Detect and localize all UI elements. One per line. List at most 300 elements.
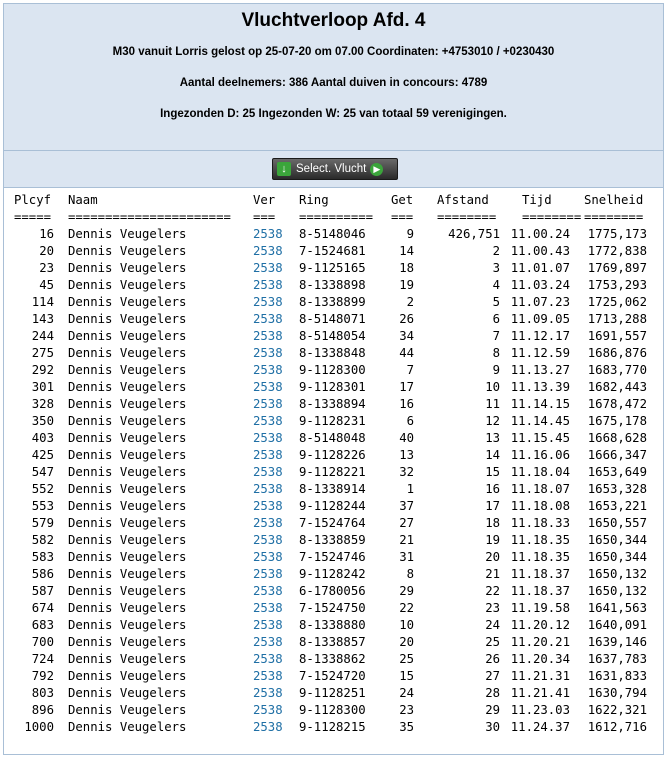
cell-afstand: 10	[485, 380, 500, 394]
cell-ring: 8-5148054	[299, 329, 366, 343]
cell-ring: 8-5148071	[299, 312, 366, 326]
cell-get: 14	[399, 244, 414, 258]
cell-afstand: 20	[485, 550, 500, 564]
cell-ring: 8-1338859	[299, 533, 366, 547]
cell-plcyf: 700	[31, 635, 54, 649]
table-row	[4, 294, 663, 311]
cell-get: 15	[399, 669, 414, 683]
page-title: Vluchtverloop Afd. 4	[241, 10, 426, 31]
table-row	[4, 413, 663, 430]
cell-ring: 7-1524720	[299, 669, 366, 683]
cell-tijd: 11.12.59	[510, 346, 570, 360]
cell-plcyf: 896	[31, 703, 54, 717]
cell-get: 25	[399, 652, 414, 666]
cell-get: 40	[399, 431, 414, 445]
cell-afstand: 21	[485, 567, 500, 581]
cell-ver-link[interactable]: 2538	[253, 618, 283, 632]
table-row	[4, 379, 663, 396]
table-row	[4, 532, 663, 549]
cell-ring: 8-1338848	[299, 346, 366, 360]
table-row	[4, 634, 663, 651]
table-row	[4, 328, 663, 345]
cell-snelheid: 1639,146	[587, 635, 647, 649]
cell-snelheid: 1653,649	[587, 465, 647, 479]
cell-get: 21	[399, 533, 414, 547]
cell-get: 18	[399, 261, 414, 275]
cell-snelheid: 1637,783	[587, 652, 647, 666]
cell-afstand: 25	[485, 635, 500, 649]
cell-tijd: 11.12.17	[510, 329, 570, 343]
cell-ver-link[interactable]: 2538	[253, 686, 283, 700]
col-header-ring: Ring	[299, 193, 329, 207]
cell-tijd: 11.21.41	[510, 686, 570, 700]
cell-get: 29	[399, 584, 414, 598]
cell-ring: 7-1524764	[299, 516, 366, 530]
cell-naam: Dennis Veugelers	[68, 278, 187, 292]
cell-naam: Dennis Veugelers	[68, 686, 187, 700]
cell-snelheid: 1725,062	[587, 295, 647, 309]
col-header-ver: Ver	[253, 193, 276, 207]
cell-ver-link[interactable]: 2538	[253, 278, 283, 292]
cell-tijd: 11.18.33	[510, 516, 570, 530]
cell-afstand: 4	[492, 278, 500, 292]
cell-get: 16	[399, 397, 414, 411]
table-row	[4, 498, 663, 515]
cell-ver-link[interactable]: 2538	[253, 720, 283, 734]
cell-snelheid: 1631,833	[587, 669, 647, 683]
flight-header	[4, 4, 663, 151]
cell-tijd: 11.00.24	[510, 227, 570, 241]
cell-ver-link[interactable]: 2538	[253, 499, 283, 513]
cell-afstand: 8	[492, 346, 500, 360]
cell-naam: Dennis Veugelers	[68, 397, 187, 411]
cell-plcyf: 674	[31, 601, 54, 615]
cell-ver-link[interactable]: 2538	[253, 329, 283, 343]
cell-plcyf: 45	[39, 278, 54, 292]
cell-tijd: 11.15.45	[510, 431, 570, 445]
cell-naam: Dennis Veugelers	[68, 482, 187, 496]
cell-get: 1	[406, 482, 414, 496]
cell-ring: 9-1128221	[299, 465, 366, 479]
cell-ring: 8-1338880	[299, 618, 366, 632]
cell-tijd: 11.19.58	[510, 601, 570, 615]
cell-snelheid: 1772,838	[587, 244, 647, 258]
cell-plcyf: 586	[31, 567, 54, 581]
col-header-afstand: Afstand	[437, 193, 489, 207]
cell-naam: Dennis Veugelers	[68, 448, 187, 462]
cell-snelheid: 1753,293	[587, 278, 647, 292]
table-row	[4, 600, 663, 617]
cell-afstand: 19	[485, 533, 500, 547]
cell-ring: 8-1338914	[299, 482, 366, 496]
cell-afstand: 11	[485, 397, 500, 411]
col-header-snelheid: Snelheid	[584, 193, 644, 207]
cell-ver-link[interactable]: 2538	[253, 567, 283, 581]
button-bar	[4, 151, 663, 188]
cell-naam: Dennis Veugelers	[68, 652, 187, 666]
cell-ring: 9-1128301	[299, 380, 366, 394]
cell-tijd: 11.18.07	[510, 482, 570, 496]
cell-naam: Dennis Veugelers	[68, 618, 187, 632]
cell-afstand: 2	[492, 244, 500, 258]
cell-ring: 9-1128226	[299, 448, 366, 462]
cell-tijd: 11.18.35	[510, 533, 570, 547]
cell-snelheid: 1683,770	[587, 363, 647, 377]
cell-naam: Dennis Veugelers	[68, 312, 187, 326]
results-panel	[3, 3, 664, 755]
cell-afstand: 426,751	[448, 227, 500, 241]
table-row	[4, 464, 663, 481]
cell-plcyf: 301	[31, 380, 54, 394]
cell-get: 24	[399, 686, 414, 700]
cell-afstand: 26	[485, 652, 500, 666]
underline-ver: ===	[253, 210, 276, 224]
table-row	[4, 617, 663, 634]
cell-ring: 7-1524750	[299, 601, 366, 615]
cell-naam: Dennis Veugelers	[68, 669, 187, 683]
cell-snelheid: 1622,321	[587, 703, 647, 717]
cell-afstand: 15	[485, 465, 500, 479]
cell-plcyf: 803	[31, 686, 54, 700]
cell-snelheid: 1686,876	[587, 346, 647, 360]
cell-afstand: 9	[492, 363, 500, 377]
col-header-tijd: Tijd	[522, 193, 552, 207]
cell-ver-link[interactable]: 2538	[253, 703, 283, 717]
cell-ring: 9-1128215	[299, 720, 366, 734]
cell-ver-link[interactable]: 2538	[253, 431, 283, 445]
cell-plcyf: 553	[31, 499, 54, 513]
cell-ver-link[interactable]: 2538	[253, 414, 283, 428]
cell-get: 6	[406, 414, 414, 428]
cell-ring: 8-1338862	[299, 652, 366, 666]
underline-ring: ==========	[299, 210, 374, 224]
cell-plcyf: 587	[31, 584, 54, 598]
cell-naam: Dennis Veugelers	[68, 465, 187, 479]
cell-naam: Dennis Veugelers	[68, 499, 187, 513]
cell-plcyf: 683	[31, 618, 54, 632]
cell-plcyf: 244	[31, 329, 54, 343]
table-row	[4, 362, 663, 379]
cell-naam: Dennis Veugelers	[68, 703, 187, 717]
cell-ring: 8-1338899	[299, 295, 366, 309]
cell-ring: 8-1338894	[299, 397, 366, 411]
cell-plcyf: 547	[31, 465, 54, 479]
cell-ring: 8-5148046	[299, 227, 366, 241]
cell-naam: Dennis Veugelers	[68, 414, 187, 428]
cell-get: 9	[406, 227, 414, 241]
cell-get: 10	[399, 618, 414, 632]
cell-get: 32	[399, 465, 414, 479]
cell-snelheid: 1666,347	[587, 448, 647, 462]
cell-plcyf: 583	[31, 550, 54, 564]
cell-snelheid: 1650,132	[587, 584, 647, 598]
participants-info: Aantal deelnemers: 386 Aantal duiven in concours: 4789	[179, 77, 488, 89]
cell-snelheid: 1650,344	[587, 550, 647, 564]
cell-get: 34	[399, 329, 414, 343]
cell-plcyf: 579	[31, 516, 54, 530]
cell-afstand: 16	[485, 482, 500, 496]
col-header-naam: Naam	[68, 193, 98, 207]
cell-afstand: 24	[485, 618, 500, 632]
cell-plcyf: 425	[31, 448, 54, 462]
cell-tijd: 11.13.27	[510, 363, 570, 377]
cell-naam: Dennis Veugelers	[68, 584, 187, 598]
cell-tijd: 11.21.31	[510, 669, 570, 683]
cell-afstand: 12	[485, 414, 500, 428]
cell-ver-link[interactable]: 2538	[253, 244, 283, 258]
cell-ring: 9-1128251	[299, 686, 366, 700]
cell-plcyf: 114	[31, 295, 54, 309]
cell-ver-link[interactable]: 2538	[253, 295, 283, 309]
cell-ver-link[interactable]: 2538	[253, 346, 283, 360]
table-row	[4, 668, 663, 685]
table-header	[4, 192, 663, 209]
cell-plcyf: 792	[31, 669, 54, 683]
underline-tijd: ========	[522, 210, 582, 224]
cell-naam: Dennis Veugelers	[68, 567, 187, 581]
results-table	[4, 188, 663, 736]
cell-ring: 8-1338857	[299, 635, 366, 649]
cell-naam: Dennis Veugelers	[68, 533, 187, 547]
table-row	[4, 447, 663, 464]
cell-get: 22	[399, 601, 414, 615]
cell-ring: 9-1128244	[299, 499, 366, 513]
cell-tijd: 11.20.34	[510, 652, 570, 666]
cell-snelheid: 1612,716	[587, 720, 647, 734]
cell-tijd: 11.07.23	[510, 295, 570, 309]
table-row	[4, 226, 663, 243]
table-row	[4, 719, 663, 736]
cell-ver-link[interactable]: 2538	[253, 550, 283, 564]
download-icon: ↓	[277, 162, 291, 176]
cell-plcyf: 275	[31, 346, 54, 360]
cell-get: 13	[399, 448, 414, 462]
cell-tijd: 11.18.08	[510, 499, 570, 513]
table-row	[4, 515, 663, 532]
cell-naam: Dennis Veugelers	[68, 244, 187, 258]
cell-naam: Dennis Veugelers	[68, 363, 187, 377]
cell-ver-link[interactable]: 2538	[253, 635, 283, 649]
table-row	[4, 430, 663, 447]
cell-naam: Dennis Veugelers	[68, 227, 187, 241]
cell-ring: 8-1338898	[299, 278, 366, 292]
cell-plcyf: 20	[39, 244, 54, 258]
cell-tijd: 11.09.05	[510, 312, 570, 326]
cell-get: 35	[399, 720, 414, 734]
cell-snelheid: 1650,344	[587, 533, 647, 547]
cell-ver-link[interactable]: 2538	[253, 261, 283, 275]
cell-snelheid: 1678,472	[587, 397, 647, 411]
table-row	[4, 481, 663, 498]
table-row	[4, 583, 663, 600]
table-row	[4, 243, 663, 260]
cell-naam: Dennis Veugelers	[68, 295, 187, 309]
cell-ver-link[interactable]: 2538	[253, 652, 283, 666]
cell-get: 19	[399, 278, 414, 292]
underline-naam: ======================	[68, 210, 231, 224]
underline-afstand: ========	[437, 210, 497, 224]
cell-naam: Dennis Veugelers	[68, 346, 187, 360]
cell-tijd: 11.24.37	[510, 720, 570, 734]
cell-ver-link[interactable]: 2538	[253, 397, 283, 411]
cell-snelheid: 1630,794	[587, 686, 647, 700]
cell-ver-link[interactable]: 2538	[253, 669, 283, 683]
col-header-get: Get	[391, 193, 414, 207]
cell-ring: 9-1128300	[299, 703, 366, 717]
arrow-right-icon: ▶	[370, 163, 383, 176]
cell-afstand: 27	[485, 669, 500, 683]
cell-afstand: 29	[485, 703, 500, 717]
cell-ring: 7-1524746	[299, 550, 366, 564]
cell-ring: 9-1128231	[299, 414, 366, 428]
cell-plcyf: 350	[31, 414, 54, 428]
cell-afstand: 6	[492, 312, 500, 326]
cell-snelheid: 1675,178	[587, 414, 647, 428]
cell-ver-link[interactable]: 2538	[253, 516, 283, 530]
cell-ver-link[interactable]: 2538	[253, 227, 283, 241]
cell-afstand: 22	[485, 584, 500, 598]
cell-naam: Dennis Veugelers	[68, 431, 187, 445]
table-row	[4, 260, 663, 277]
cell-snelheid: 1650,557	[587, 516, 647, 530]
select-flight-button[interactable]	[272, 158, 398, 180]
cell-snelheid: 1713,288	[587, 312, 647, 326]
entries-info: Ingezonden D: 25 Ingezonden W: 25 van totaal 59 verenigingen.	[160, 108, 507, 120]
cell-get: 23	[399, 703, 414, 717]
cell-tijd: 11.18.37	[510, 567, 570, 581]
cell-naam: Dennis Veugelers	[68, 516, 187, 530]
cell-afstand: 18	[485, 516, 500, 530]
cell-afstand: 30	[485, 720, 500, 734]
cell-snelheid: 1691,557	[587, 329, 647, 343]
cell-snelheid: 1650,132	[587, 567, 647, 581]
cell-afstand: 13	[485, 431, 500, 445]
cell-afstand: 3	[492, 261, 500, 275]
cell-naam: Dennis Veugelers	[68, 380, 187, 394]
cell-tijd: 11.20.12	[510, 618, 570, 632]
cell-ver-link[interactable]: 2538	[253, 363, 283, 377]
cell-afstand: 17	[485, 499, 500, 513]
table-row	[4, 651, 663, 668]
cell-ring: 9-1128242	[299, 567, 366, 581]
table-row	[4, 566, 663, 583]
cell-tijd: 11.18.04	[510, 465, 570, 479]
cell-afstand: 28	[485, 686, 500, 700]
cell-get: 8	[406, 567, 414, 581]
cell-afstand: 14	[485, 448, 500, 462]
cell-naam: Dennis Veugelers	[68, 550, 187, 564]
cell-ring: 7-1524681	[299, 244, 366, 258]
cell-ring: 9-1125165	[299, 261, 366, 275]
cell-get: 31	[399, 550, 414, 564]
cell-snelheid: 1640,091	[587, 618, 647, 632]
col-header-plcyf: Plcyf	[14, 193, 52, 207]
select-flight-label: Select. Vlucht	[296, 163, 367, 175]
cell-snelheid: 1775,173	[587, 227, 647, 241]
cell-get: 27	[399, 516, 414, 530]
cell-tijd: 11.18.37	[510, 584, 570, 598]
cell-naam: Dennis Veugelers	[68, 635, 187, 649]
cell-afstand: 7	[492, 329, 500, 343]
cell-plcyf: 328	[31, 397, 54, 411]
cell-afstand: 23	[485, 601, 500, 615]
cell-ver-link[interactable]: 2538	[253, 482, 283, 496]
cell-snelheid: 1668,628	[587, 431, 647, 445]
cell-ver-link[interactable]: 2538	[253, 380, 283, 394]
cell-tijd: 11.14.15	[510, 397, 570, 411]
cell-plcyf: 292	[31, 363, 54, 377]
cell-naam: Dennis Veugelers	[68, 329, 187, 343]
cell-ver-link[interactable]: 2538	[253, 601, 283, 615]
cell-tijd: 11.23.03	[510, 703, 570, 717]
cell-tijd: 11.14.45	[510, 414, 570, 428]
cell-ver-link[interactable]: 2538	[253, 312, 283, 326]
cell-get: 7	[406, 363, 414, 377]
cell-snelheid: 1682,443	[587, 380, 647, 394]
cell-tijd: 11.00.43	[510, 244, 570, 258]
cell-plcyf: 403	[31, 431, 54, 445]
cell-ver-link[interactable]: 2538	[253, 533, 283, 547]
cell-plcyf: 1000	[24, 720, 54, 734]
cell-get: 26	[399, 312, 414, 326]
cell-plcyf: 143	[31, 312, 54, 326]
cell-get: 44	[399, 346, 414, 360]
cell-naam: Dennis Veugelers	[68, 261, 187, 275]
cell-tijd: 11.20.21	[510, 635, 570, 649]
cell-get: 17	[399, 380, 414, 394]
underline-get: ===	[391, 210, 414, 224]
cell-naam: Dennis Veugelers	[68, 601, 187, 615]
cell-afstand: 5	[492, 295, 500, 309]
table-row	[4, 396, 663, 413]
cell-naam: Dennis Veugelers	[68, 720, 187, 734]
cell-ring: 8-5148048	[299, 431, 366, 445]
cell-snelheid: 1653,221	[587, 499, 647, 513]
cell-ver-link[interactable]: 2538	[253, 448, 283, 462]
cell-plcyf: 23	[39, 261, 54, 275]
cell-plcyf: 724	[31, 652, 54, 666]
cell-snelheid: 1769,897	[587, 261, 647, 275]
cell-tijd: 11.16.06	[510, 448, 570, 462]
cell-get: 20	[399, 635, 414, 649]
cell-snelheid: 1641,563	[587, 601, 647, 615]
cell-ver-link[interactable]: 2538	[253, 465, 283, 479]
table-row	[4, 311, 663, 328]
cell-plcyf: 552	[31, 482, 54, 496]
cell-ring: 9-1128300	[299, 363, 366, 377]
cell-ring: 6-1780056	[299, 584, 366, 598]
underline-plcyf: =====	[14, 210, 52, 224]
table-row	[4, 549, 663, 566]
table-row	[4, 277, 663, 294]
cell-tijd: 11.13.39	[510, 380, 570, 394]
cell-get: 37	[399, 499, 414, 513]
cell-tijd: 11.18.35	[510, 550, 570, 564]
cell-get: 2	[406, 295, 414, 309]
cell-ver-link[interactable]: 2538	[253, 584, 283, 598]
cell-tijd: 11.03.24	[510, 278, 570, 292]
cell-tijd: 11.01.07	[510, 261, 570, 275]
table-header-underline	[4, 209, 663, 226]
table-row	[4, 345, 663, 362]
release-info: M30 vanuit Lorris gelost op 25-07-20 om 07.00 Coordinaten: +4753010 / +0230430	[112, 46, 555, 58]
underline-snelheid: ========	[584, 210, 644, 224]
table-row	[4, 702, 663, 719]
table-row	[4, 685, 663, 702]
cell-plcyf: 16	[39, 227, 54, 241]
cell-plcyf: 582	[31, 533, 54, 547]
cell-snelheid: 1653,328	[587, 482, 647, 496]
